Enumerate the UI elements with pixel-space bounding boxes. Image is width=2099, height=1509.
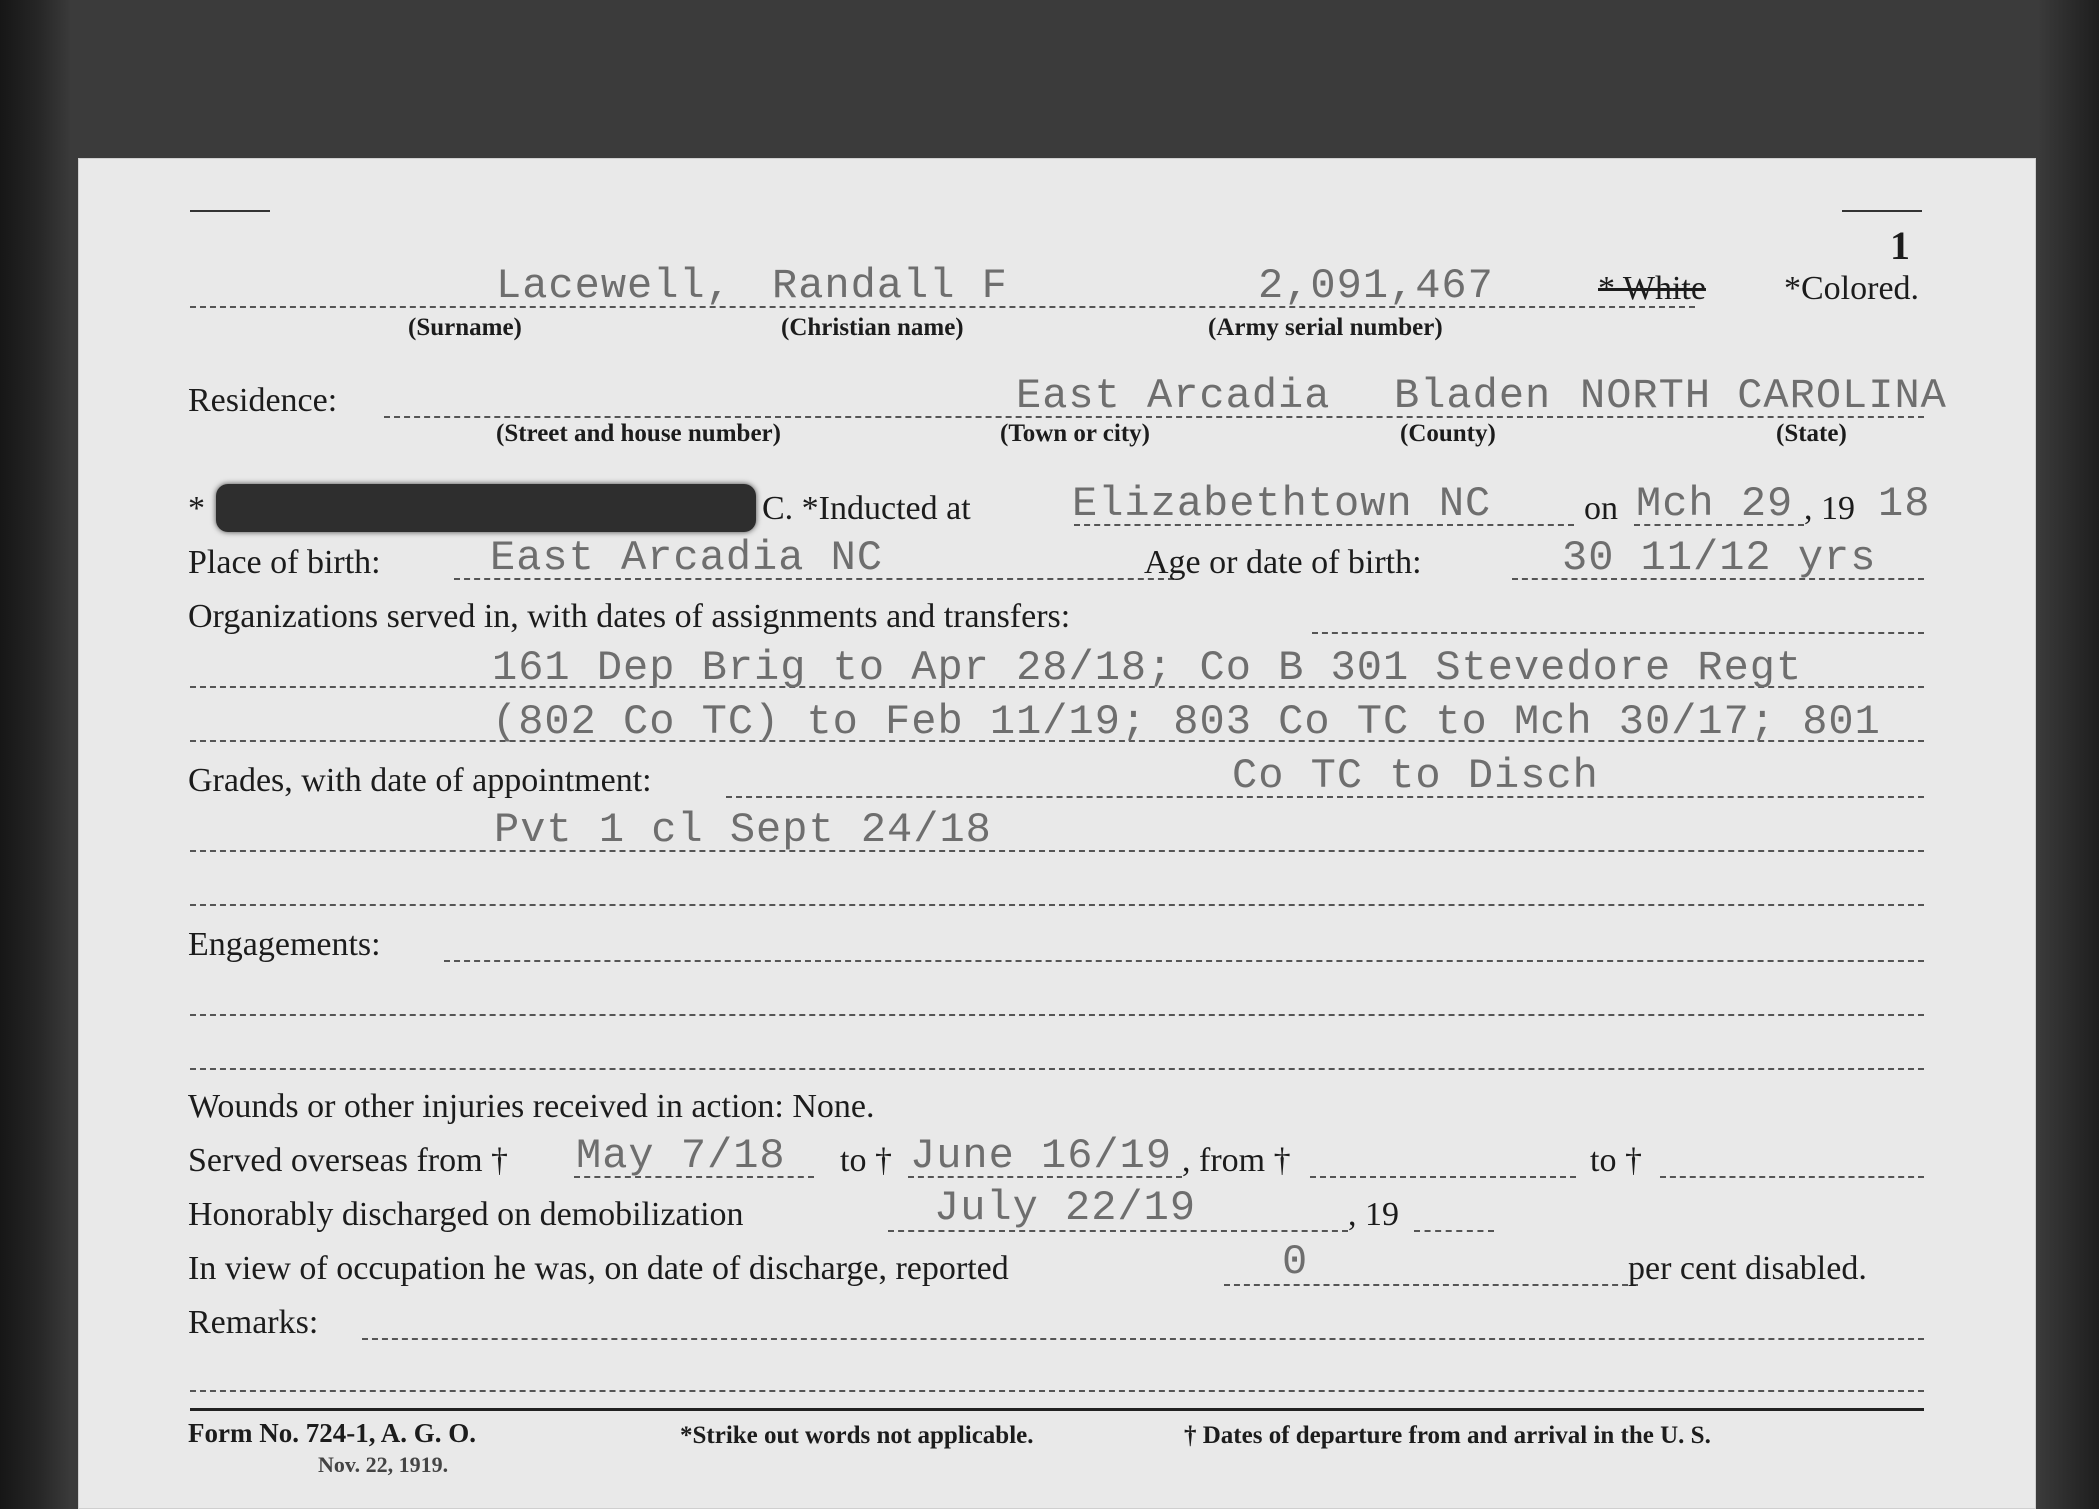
top-left-mark <box>190 210 270 212</box>
race-white-struck: * White <box>1598 270 1706 307</box>
to2-label: to † <box>1590 1142 1642 1179</box>
engagements-label: Engagements: <box>188 926 381 963</box>
footer-strike-note: *Strike out words not applicable. <box>680 1422 1034 1449</box>
inducted-place: Elizabethtown NC <box>1072 480 1492 528</box>
grades-line-1 <box>190 850 1924 852</box>
inducted-date: Mch 29 <box>1636 480 1794 528</box>
inducted-year: 18 <box>1878 480 1931 528</box>
age-label: Age or date of birth: <box>1144 544 1422 581</box>
orgs-value-3: Co TC to Disch <box>1232 752 1599 800</box>
caption-serial: (Army serial number) <box>1208 314 1443 341</box>
caption-christian: (Christian name) <box>781 314 964 341</box>
birth-place-value: East Arcadia NC <box>490 534 884 582</box>
caption-county: (County) <box>1400 420 1496 447</box>
enlisted-redaction <box>216 484 756 532</box>
asterisk-mark: * <box>188 490 205 527</box>
footer-form-date: Nov. 22, 1919. <box>318 1452 449 1477</box>
remarks-line-0 <box>362 1338 1924 1340</box>
scan-edge-left <box>0 0 70 1509</box>
grades-value-1: Pvt 1 cl Sept 24/18 <box>494 806 992 854</box>
residence-town: East Arcadia <box>1016 372 1331 420</box>
remarks-label: Remarks: <box>188 1304 319 1341</box>
discharge-label: Honorably discharged on demobilization <box>188 1196 744 1233</box>
to2-line <box>1660 1176 1924 1178</box>
from2-line <box>1310 1176 1576 1178</box>
caption-state: (State) <box>1776 420 1847 447</box>
discharge-year-line <box>1414 1230 1494 1232</box>
discharge-date: July 22/19 <box>934 1184 1197 1232</box>
overseas-to-value: June 16/19 <box>910 1132 1173 1180</box>
age-value: 30 11/12 yrs <box>1562 534 1877 582</box>
birth-place-label: Place of birth: <box>188 544 381 581</box>
overseas-label: Served overseas from † <box>188 1142 509 1179</box>
orgs-value-2: (802 Co TC) to Feb 11/19; 803 Co TC to Mch 30/17; 801 <box>492 698 1881 746</box>
residence-state: NORTH CAROLINA <box>1580 372 1947 420</box>
orgs-value-1: 161 Dep Brig to Apr 28/18; Co B 301 Stevedore Regt <box>492 644 1803 692</box>
service-record-card <box>78 158 2036 1509</box>
engagements-line-2 <box>190 1068 1924 1070</box>
wounds-label: Wounds or other injuries received in action: None. <box>188 1088 875 1125</box>
christian-name-value: Randall F <box>772 262 1008 310</box>
residence-county: Bladen <box>1394 372 1552 420</box>
engagements-line-0 <box>444 960 1924 962</box>
overseas-to-label: to † <box>840 1142 892 1179</box>
orgs-line-0 <box>1312 632 1924 634</box>
card-number: 1 <box>1890 223 1910 268</box>
orgs-label: Organizations served in, with dates of assignments and transfers: <box>188 598 1071 635</box>
footer-rule <box>190 1408 1924 1411</box>
top-right-mark <box>1842 210 1922 212</box>
footer-form-number: Form No. 724-1, A. G. O. <box>188 1418 476 1448</box>
grades-line-2 <box>190 904 1924 906</box>
caption-street: (Street and house number) <box>496 420 781 447</box>
disabled-suffix: per cent disabled. <box>1628 1250 1867 1287</box>
residence-label: Residence: <box>188 382 338 419</box>
surname-value: Lacewell, <box>496 262 732 310</box>
disabled-label: In view of occupation he was, on date of discharge, reported <box>188 1250 1009 1287</box>
caption-surname: (Surname) <box>408 314 522 341</box>
inducted-label: C. *Inducted at <box>762 490 971 527</box>
grades-label: Grades, with date of appointment: <box>188 762 652 799</box>
remarks-line-1 <box>190 1390 1924 1392</box>
on-label: on <box>1584 490 1618 527</box>
from2-label: , from † <box>1182 1142 1291 1179</box>
race-colored: *Colored. <box>1784 270 1920 307</box>
caption-town: (Town or city) <box>1000 420 1150 447</box>
serial-number-value: 2,091,467 <box>1258 262 1494 310</box>
engagements-line-1 <box>190 1014 1924 1016</box>
discharge-year-suffix: , 19 <box>1348 1196 1399 1233</box>
overseas-from-value: May 7/18 <box>576 1132 786 1180</box>
footer-dates-note: † Dates of departure from and arrival in the U. S. <box>1184 1422 1711 1449</box>
year-prefix: , 19 <box>1804 490 1855 527</box>
disabled-value: 0 <box>1282 1238 1309 1286</box>
scan-edge-right <box>2039 0 2099 1509</box>
